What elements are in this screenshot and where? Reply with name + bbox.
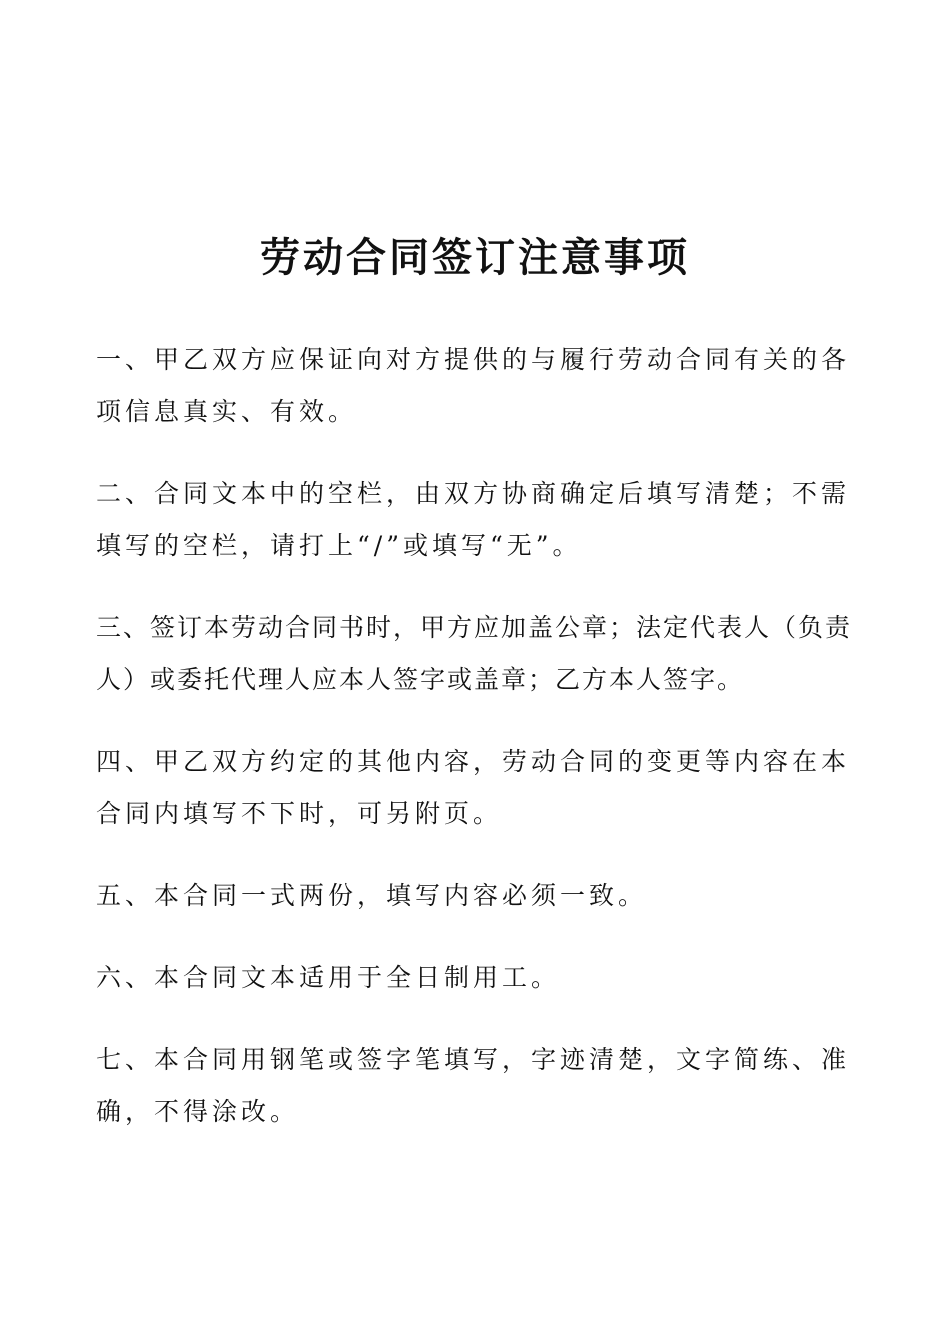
clause-1: 一、甲乙双方应保证向对方提供的与履行劳动合同有关的各项信息真实、有效。 <box>96 345 851 426</box>
clause-4: 四、甲乙双方约定的其他内容，劳动合同的变更等内容在本合同内填写不下时，可另附页。 <box>96 747 851 828</box>
clause-3: 三、签订本劳动合同书时，甲方应加盖公章；法定代表人（负责人）或委托代理人应本人签字或盖章；乙方本人签字。 <box>96 613 853 694</box>
clause-6: 六、本合同文本适用于全日制用工。 <box>96 963 561 992</box>
clause-2: 二、合同文本中的空栏，由双方协商确定后填写清楚；不需填写的空栏，请打上“/”或填写“无”。 <box>96 479 851 560</box>
page-title: 劳动合同签订注意事项 <box>260 234 690 281</box>
clause-list <box>96 334 876 1168</box>
clause-5: 五、本合同一式两份，填写内容必须一致。 <box>96 881 648 910</box>
clause-7: 七、本合同用钢笔或签字笔填写，字迹清楚，文字简练、准确，不得涂改。 <box>96 1045 851 1126</box>
